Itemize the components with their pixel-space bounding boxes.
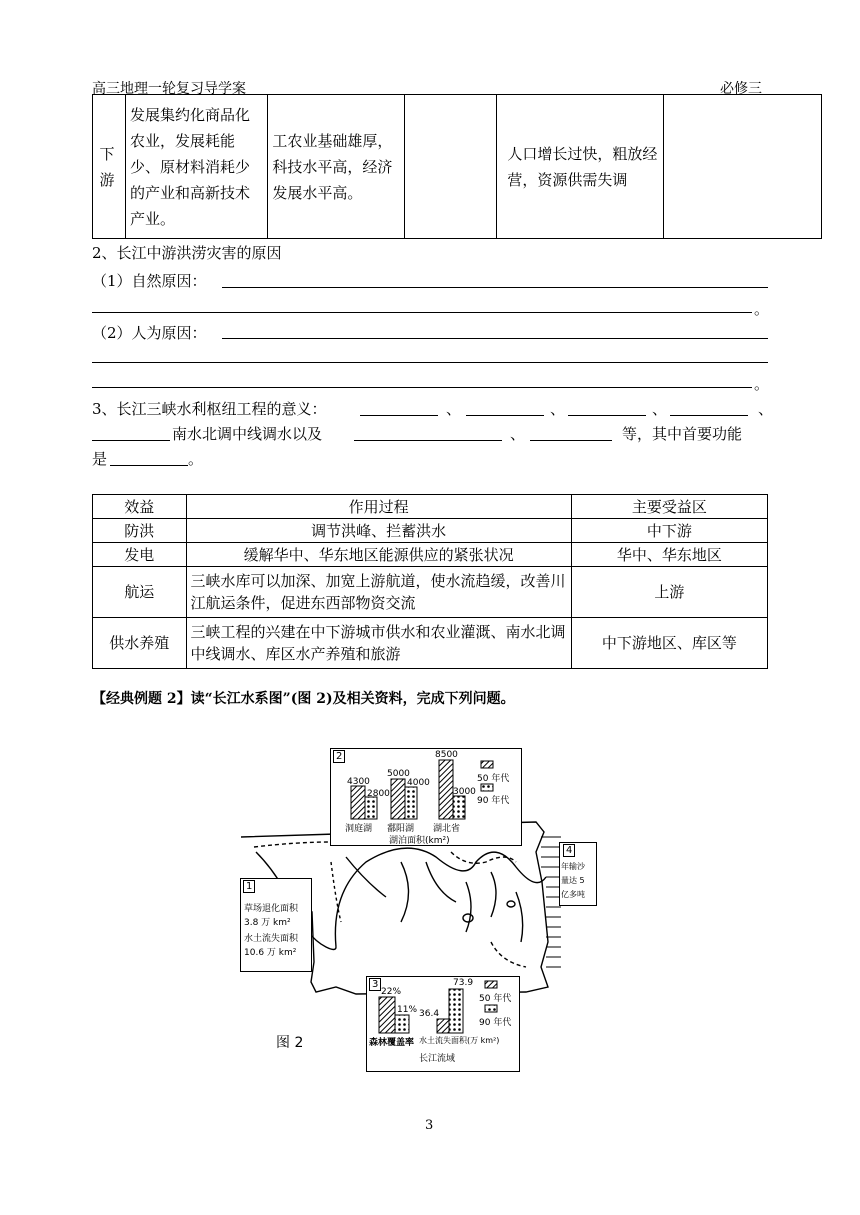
legend-90s: 90 年代 bbox=[477, 796, 510, 806]
cell-region: 中下游地区、库区等 bbox=[571, 618, 767, 669]
label-8500: 8500 bbox=[435, 750, 458, 760]
row-label: 下游 bbox=[93, 95, 126, 239]
separator: 、 bbox=[510, 425, 526, 443]
q2-natural-label: （1）自然原因： bbox=[92, 272, 207, 290]
th-benefit: 效益 bbox=[93, 495, 187, 519]
answer-blank[interactable] bbox=[360, 414, 438, 416]
th-process: 作用过程 bbox=[186, 495, 571, 519]
q3-text-c: 等，其中首要功能 bbox=[622, 425, 743, 443]
cell-region: 华中、华东地区 bbox=[571, 543, 767, 567]
answer-line[interactable] bbox=[92, 361, 768, 363]
cell-problems: 人口增长过快，粗放经营，资源供需失调 bbox=[497, 95, 663, 239]
cell-empty-1 bbox=[404, 95, 497, 239]
cell-region: 中下游 bbox=[571, 519, 767, 543]
cell-measures: 发展集约化商品化农业，发展耗能少、原材料消耗少的产业和高新技术产业。 bbox=[125, 95, 267, 239]
bar-soil-90s bbox=[449, 989, 463, 1033]
bar-dongting-50s bbox=[351, 786, 365, 819]
answer-blank[interactable] bbox=[568, 414, 646, 416]
period: 。 bbox=[754, 300, 770, 318]
label-dongting: 洞庭湖 bbox=[345, 824, 373, 834]
cell-benefit: 发电 bbox=[93, 543, 187, 567]
example-prompt: 【经典例题 2】读“长江水系图”(图 2)及相关资料，完成下列问题。 bbox=[92, 691, 515, 707]
lake-area-panel bbox=[330, 748, 522, 846]
page-number: 3 bbox=[425, 1118, 434, 1133]
grassland-label: 草场退化面积 bbox=[244, 904, 299, 914]
legend-50s: 50 年代 bbox=[479, 994, 512, 1004]
q3-text-d: 是 bbox=[92, 450, 108, 468]
panel-number: 3 bbox=[369, 978, 381, 991]
legend-90s-swatch bbox=[481, 784, 493, 791]
answer-line[interactable] bbox=[92, 311, 752, 313]
label-4000: 4000 bbox=[407, 778, 430, 788]
header-left: 高三地理一轮复习导学案 bbox=[92, 81, 246, 97]
bar-poyang-50s bbox=[391, 779, 405, 819]
cell-benefit: 供水养殖 bbox=[93, 618, 187, 669]
answer-blank[interactable] bbox=[92, 439, 170, 441]
answer-line[interactable] bbox=[222, 286, 768, 288]
cell-process: 三峡水库可以加深、加宽上游航道，使水流趋缓，改善川江航运条件，促进东西部物资交流 bbox=[186, 567, 571, 618]
cell-conditions: 工农业基础雄厚，科技水平高，经济发展水平高。 bbox=[268, 95, 404, 239]
label-3000: 3000 bbox=[453, 787, 476, 797]
legend-50s-swatch bbox=[485, 981, 497, 988]
grassland-panel bbox=[240, 878, 312, 972]
soil-loss-value: 10.6 万 km² bbox=[244, 948, 297, 958]
header-right: 必修三 bbox=[720, 81, 762, 97]
label-poyang: 鄱阳湖 bbox=[387, 824, 415, 834]
bar-dongting-90s bbox=[365, 797, 377, 819]
legend-50s: 50 年代 bbox=[477, 774, 510, 784]
label-4300: 4300 bbox=[347, 777, 370, 787]
panel-number: 1 bbox=[243, 880, 255, 893]
legend-50s-swatch bbox=[481, 761, 493, 768]
answer-blank[interactable] bbox=[670, 414, 748, 416]
bar-forest-90s bbox=[395, 1015, 409, 1033]
cell-process: 三峡工程的兴建在中下游城市供水和农业灌溉、南水北调中线调水、库区水产养殖和旅游 bbox=[186, 618, 571, 669]
cell-benefit: 航运 bbox=[93, 567, 187, 618]
label-2800: 2800 bbox=[367, 789, 390, 799]
figure-2 bbox=[236, 742, 580, 1072]
q2-human-label: （2）人为原因： bbox=[92, 324, 207, 342]
separator: 、 bbox=[758, 400, 774, 418]
q3-text-a: 3、长江三峡水利枢纽工程的意义： bbox=[92, 400, 327, 418]
panel-number: 2 bbox=[333, 750, 345, 763]
sediment-box bbox=[559, 842, 597, 906]
grassland-value: 3.8 万 km² bbox=[244, 918, 291, 928]
forest-panel bbox=[366, 976, 520, 1072]
label-hubei: 湖北省 bbox=[433, 824, 461, 834]
answer-line[interactable] bbox=[92, 386, 752, 388]
bar-forest-50s bbox=[379, 997, 395, 1033]
q3-text-b: 南水北调中线调水以及 bbox=[172, 425, 323, 443]
cell-process: 缓解华中、华东地区能源供应的紧张状况 bbox=[186, 543, 571, 567]
answer-blank[interactable] bbox=[466, 414, 544, 416]
panel-number: 4 bbox=[563, 844, 575, 857]
legend-90s-swatch bbox=[485, 1005, 497, 1012]
label-22: 22% bbox=[381, 987, 402, 997]
q2-title: 2、长江中游洪涝灾害的原因 bbox=[92, 244, 282, 262]
answer-blank[interactable] bbox=[530, 439, 612, 441]
legend-90s: 90 年代 bbox=[479, 1018, 512, 1028]
bar-poyang-90s bbox=[405, 787, 417, 819]
soil-loss-label: 水土流失面积 bbox=[244, 934, 299, 944]
th-region: 主要受益区 bbox=[571, 495, 767, 519]
separator: 、 bbox=[550, 400, 566, 418]
cell-empty-2 bbox=[663, 95, 821, 239]
cell-process: 调节洪峰、拦蓄洪水 bbox=[186, 519, 571, 543]
sediment-l1: 年输沙 bbox=[561, 862, 585, 871]
answer-blank[interactable] bbox=[110, 464, 188, 466]
label-forest-cover: 森林覆盖率 bbox=[369, 1038, 415, 1048]
period: 。 bbox=[188, 450, 204, 468]
bar-hubei-90s bbox=[453, 796, 465, 819]
label-36-4: 36.4 bbox=[419, 1009, 440, 1019]
figure-caption: 图 2 bbox=[276, 1035, 304, 1051]
label-5000: 5000 bbox=[387, 769, 410, 779]
label-soil-loss: 水土流失面积(万 km²) bbox=[419, 1036, 500, 1045]
three-gorges-benefit-table bbox=[92, 494, 768, 669]
answer-blank[interactable] bbox=[354, 439, 502, 441]
label-73-9: 73.9 bbox=[453, 978, 474, 988]
bar-hubei-50s bbox=[439, 760, 453, 819]
separator: 、 bbox=[446, 400, 462, 418]
sediment-l2: 量达 5 bbox=[561, 876, 585, 885]
bar-soil-50s bbox=[437, 1019, 449, 1033]
panel2-title: 湖泊面积(km²) bbox=[389, 836, 450, 846]
period: 。 bbox=[754, 375, 770, 393]
sediment-l3: 亿多吨 bbox=[561, 890, 585, 899]
label-11: 11% bbox=[397, 1005, 418, 1015]
panel3-title: 长江流域 bbox=[419, 1054, 456, 1064]
lower-reaches-table bbox=[92, 94, 822, 239]
cell-benefit: 防洪 bbox=[93, 519, 187, 543]
separator: 、 bbox=[652, 400, 668, 418]
answer-line[interactable] bbox=[222, 337, 768, 339]
cell-region: 上游 bbox=[571, 567, 767, 618]
